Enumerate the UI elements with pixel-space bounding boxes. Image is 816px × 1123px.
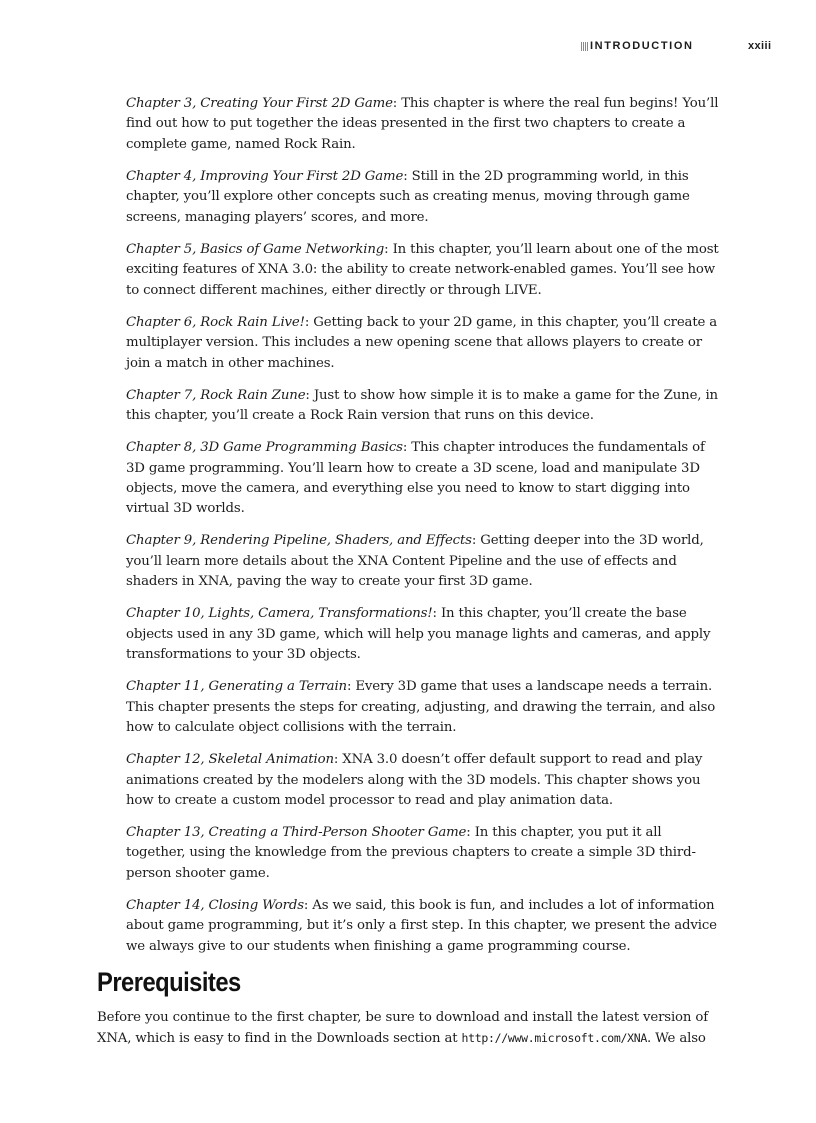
chapter-description: : Getting back to your 2D game, in this chapter, you’ll create a multiplayer version. This includes a new opening scene that allows players to create or join a match in other machines. [126, 314, 718, 371]
chapter-title: Chapter 5, Basics of Game Networking [126, 241, 385, 257]
chapter-title: Chapter 4, Improving Your First 2D Game [126, 168, 404, 184]
chapter-description: : Still in the 2D programming world, in this chapter, you’ll explore other concepts such as creating menus, moving through game screens, managing players’ scores, and more. [126, 168, 690, 225]
chapter-item [126, 531, 722, 592]
chapter-description: : Just to show how simple it is to make a game for the Zune, in this chapter, you’ll create a Rock Rain version that runs on this device. [126, 387, 718, 424]
chapter-item [126, 438, 722, 520]
chapter-title: Chapter 13, Creating a Third-Person Shooter Game [126, 825, 467, 841]
chapter-description: : As we said, this book is fun, and includes a lot of information about game programming, but it’s only a first step. In this chapter, we present the advice we always give to our students when finishing a game programming course. [126, 897, 717, 954]
chapter-description: : This chapter introduces the fundamentals of 3D game programming. You’ll learn how to create a 3D scene, load and manipulate 3D objects, move the camera, and everything else you need to know to start digging into virtual 3D worlds. [126, 440, 705, 517]
chapter-title: Chapter 12, Skeletal Animation [126, 752, 334, 768]
chapter-description: : In this chapter, you put it all together, using the knowledge from the previous chapters to create a simple 3D third-person shooter game. [126, 825, 696, 881]
chapter-description: : In this chapter, you’ll create the base objects used in any 3D game, which will help you manage lights and cameras, and apply transformations to your 3D objects. [126, 606, 711, 663]
chapter-list [126, 94, 722, 969]
chapter-item [126, 604, 722, 665]
prerequisites-paragraph [97, 1008, 722, 1050]
running-head-section: INTRODUCTION [590, 40, 694, 52]
prerequisites-heading: Prerequisites [97, 967, 241, 997]
chapter-title: Chapter 7, Rock Rain Zune [126, 387, 306, 403]
xna-download-url: http://www.microsoft.com/XNA [461, 1031, 647, 1046]
chapter-title: Chapter 11, Generating a Terrain [126, 679, 347, 695]
prerequisites-text-start: Before you continue to the first chapter, be sure to download and install the latest version of XNA, which is easy to find in the Downloads section at [97, 1010, 709, 1047]
chapter-title: Chapter 6, Rock Rain Live! [126, 314, 305, 330]
chapter-description: : Every 3D game that uses a landscape needs a terrain. This chapter presents the steps for creating, adjusting, and drawing the terrain, and also how to calculate object collisions with the terrain. [126, 679, 716, 736]
chapter-title: Chapter 14, Closing Words [126, 897, 304, 913]
prerequisites-text-end: . We also [646, 1031, 706, 1047]
chapter-description: : In this chapter, you’ll learn about one of the most exciting features of XNA 3.0: the ability to create network-enabled games. You’ll see how to connect different machines, either directly or through LIVE. [126, 241, 719, 298]
chapter-description: : This chapter is where the real fun begins! You’ll find out how to put together the ideas presented in the first two chapters to create a complete game, named Rock Rain. [126, 96, 719, 152]
chapter-item [126, 167, 722, 228]
running-head [0, 40, 816, 54]
chapter-item [126, 750, 722, 811]
page-number: xxiii [748, 40, 772, 52]
chapter-item [126, 677, 722, 738]
chapter-title: Chapter 8, 3D Game Programming Basics [126, 440, 403, 456]
chapter-item [126, 313, 722, 374]
chapter-item [126, 823, 722, 884]
chapter-item [126, 94, 722, 155]
chapter-title: Chapter 3, Creating Your First 2D Game [126, 96, 393, 111]
chapter-description: : XNA 3.0 doesn’t offer default support to read and play animations created by the modelers along with the 3D models. This chapter shows you how to create a custom model processor to read and play animation data. [126, 752, 703, 808]
chapter-title: Chapter 9, Rendering Pipeline, Shaders, and Effects [126, 533, 472, 549]
chapter-item [126, 240, 722, 301]
chapter-title: Chapter 10, Lights, Camera, Transformations! [126, 606, 433, 622]
running-head-marker [581, 42, 589, 51]
chapter-item [126, 386, 722, 427]
chapter-item [126, 896, 722, 957]
chapter-description: : Getting deeper into the 3D world, you’ll learn more details about the XNA Content Pipeline and the use of effects and shaders in XNA, paving the way to create your first 3D game. [126, 533, 704, 590]
